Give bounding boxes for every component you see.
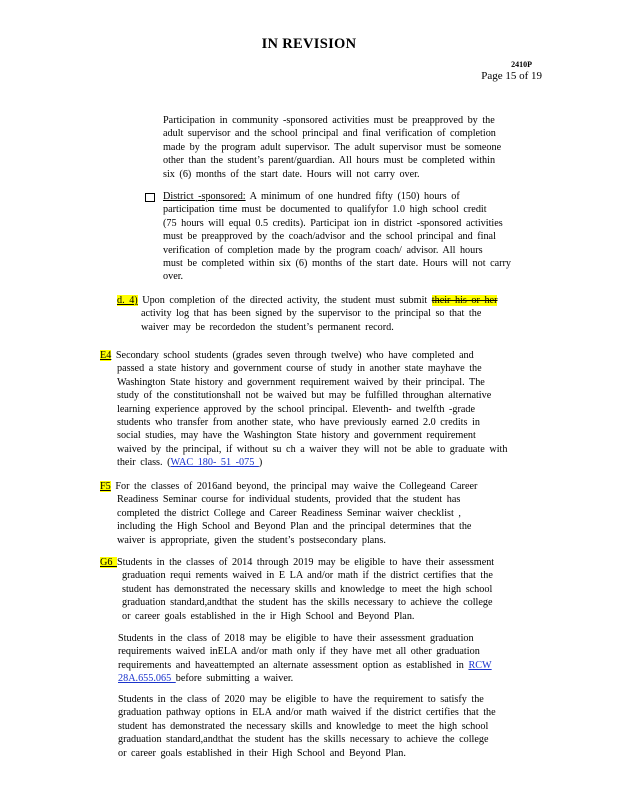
page-number: Page 15 of 19 [481, 70, 542, 82]
text-line: Washington State history and government requirement waived by their principal. The [117, 376, 485, 388]
text-line: activity log that has been signed by the supervisor to the principal so that the [141, 308, 482, 320]
text-line: A minimum of one hundred fifty (150) hours of [245, 191, 460, 202]
text-line: graduation standard,andthat the student has the skills necessary to achieve the college [122, 597, 493, 609]
text-line: Readiness Seminar course for individual students, provided that the student has [117, 494, 461, 506]
text-line: Students in the classes of 2014 through 2019 may be eligible to have their assessment [117, 557, 495, 568]
text-line: must be completed within six (6) months of the start date. Hours will not carry [163, 258, 511, 270]
deleted-text: their his or her [431, 295, 498, 306]
text-line: study of the constitutionshall not be waived but may be fulfilled throughan alternative [117, 390, 492, 402]
text-line: waiver is appropriate, given the student’s postsecondary plans. [117, 534, 386, 546]
policy-code: 2410P [511, 60, 532, 69]
item-marker: G6 [100, 557, 117, 568]
class-2018-paragraph [118, 632, 492, 686]
district-sponsored-label: District -sponsored: [163, 191, 246, 202]
text-line: passed a state history and government course of study in another state mayhave the [117, 363, 482, 375]
text-line: requirements and haveattempted an alternate assessment option as established in [118, 659, 469, 671]
text-line: waived by the principal, if without su ch a waiver they will not be able to graduate with [117, 443, 508, 455]
district-sponsored-paragraph [163, 190, 511, 284]
text-line: their class. ( [117, 457, 171, 469]
item-d [117, 294, 497, 334]
text-line: including the High School and Beyond Plan and the principal determines that the [117, 521, 472, 533]
text-line: waiver may be recordedon the student’s permanent record. [141, 321, 394, 333]
item-f [100, 480, 477, 547]
text-line: ) [258, 457, 263, 469]
item-marker: E4 [100, 350, 112, 361]
item-e [100, 349, 507, 470]
rcw-link[interactable]: RCW [468, 659, 492, 671]
text-line: students who transfer from another state, who have previously earned 2.0 credits in [117, 417, 480, 429]
text-line: student has demonstrated the necessary skills and knowledge to meet the high school [122, 583, 493, 595]
text-line: Students in the class of 2020 may be eligible to have the requirement to satisfy the [118, 694, 484, 705]
text-line: Participation in community -sponsored activities must be preapproved by the [163, 115, 495, 126]
text-line: before submitting a waiver. [175, 673, 294, 685]
class-2020-paragraph [118, 693, 496, 760]
text-line: student has demonstrated the necessary skills and knowledge to meet the high school [118, 720, 489, 732]
text-line: graduation requi rements waived in E LA and/or math if the district certifies that the [122, 570, 493, 582]
wac-link[interactable]: WAC 180- 51 -075 [170, 457, 259, 469]
text-line: over. [163, 271, 184, 283]
text-line: or career goals established in the ir High School and Beyond Plan. [122, 610, 415, 622]
text-line: made by the program adult supervisor. The adult supervisor must be someone [163, 141, 502, 153]
item-marker: d. 4) [117, 295, 138, 306]
text-line: requirements waived inELA and/or math only if they have met all other graduation [118, 646, 480, 658]
text-line: must be preapproved by the coach/advisor and the school principal and final [163, 231, 496, 243]
text-line: graduation pathway options in ELA and/or math waived if the district certifies that the [118, 707, 496, 719]
text-line: (75 hours will equal 0.5 credits). Participat ion in district -sponsored activities [163, 217, 503, 229]
rcw-link-continued[interactable]: 28A.655.065 [118, 673, 176, 685]
text-line: participation time must be documented to qualifyfor 1.0 high school credit [163, 204, 487, 216]
text-line: Secondary school students (grades seven through twelve) who have completed and [111, 350, 474, 361]
text-line: other than the student’s parent/guardian. All hours must be completed within [163, 155, 496, 167]
text-line: six (6) months of the start date. Hours will not carry over. [163, 168, 420, 180]
text-line: verification of completion made by the program coach/ advisor. All hours [163, 244, 483, 256]
text-line: graduation standard,andthat the student has the skills necessary to achieve the college [118, 734, 489, 746]
item-g [100, 556, 494, 623]
text-line: or career goals established in their High School and Beyond Plan. [118, 747, 406, 759]
text-line: adult supervisor and the school principal and final verification of completion [163, 128, 496, 140]
community-sponsored-paragraph [163, 114, 501, 181]
text-line: social studies, may have the Washington State history and government requirement [117, 430, 476, 442]
text-line: learning experience approved by the school principal. Eleventh- and twelfth -grade [117, 403, 476, 415]
text-line: completed the district College and Career Readiness Seminar waiver checklist , [117, 507, 461, 519]
document-title: IN REVISION [261, 36, 357, 52]
square-bullet-icon [145, 193, 155, 206]
item-marker: F5 [100, 481, 111, 492]
text-line: Students in the class of 2018 may be eligible to have their assessment graduation [118, 633, 474, 644]
text-line: For the classes of 2016and beyond, the principal may waive the Collegeand Career [110, 481, 478, 492]
text-line: Upon completion of the directed activity, the student must submit [137, 295, 432, 306]
